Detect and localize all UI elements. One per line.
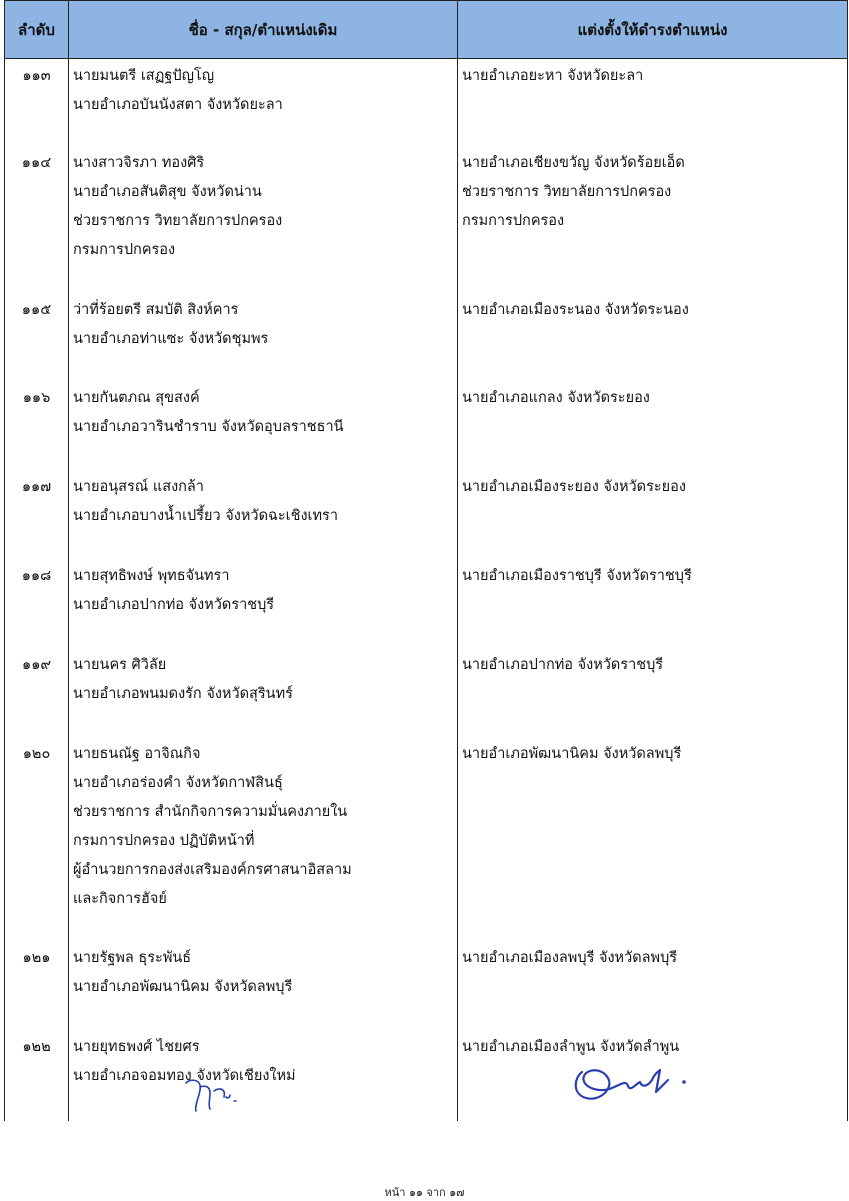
table-row <box>5 470 848 559</box>
name-line: ว่าที่ร้อยตรี สมบัติ สิงห์คาร <box>73 301 239 318</box>
name-line: ช่วยราชการ วิทยาลัยการปกครอง <box>73 212 283 229</box>
new-position-line: นายอำเภอแกลง จังหวัดระยอง <box>462 389 650 406</box>
initials-signature-right <box>568 1058 698 1110</box>
table-row <box>5 1030 848 1121</box>
new-position-line: นายอำเภอพัฒนานิคม จังหวัดลพบุรี <box>462 745 682 762</box>
row-number: ๑๑๗ <box>5 470 69 559</box>
header-name-old-position: ชื่อ - สกุล/ตำแหน่งเดิม <box>69 1 458 59</box>
row-name-cell <box>69 941 458 1030</box>
table-row <box>5 737 848 941</box>
row-name-cell <box>69 737 458 941</box>
name-line: นายอำเภอสันติสุข จังหวัดน่าน <box>73 183 262 200</box>
name-line: นายอำเภอปากท่อ จังหวัดราชบุรี <box>73 596 275 613</box>
name-line: นายกันตภณ สุขสงค์ <box>73 389 200 406</box>
row-number: ๑๑๘ <box>5 559 69 648</box>
row-number: ๑๒๐ <box>5 737 69 941</box>
row-number: ๑๑๙ <box>5 648 69 737</box>
table-row <box>5 293 848 381</box>
new-position-line: นายอำเภอเมืองลพบุรี จังหวัดลพบุรี <box>462 949 678 966</box>
table-row <box>5 559 848 648</box>
name-line: กรมการปกครอง <box>73 241 176 258</box>
new-position-line: นายอำเภอเมืองลำพูน จังหวัดลำพูน <box>462 1038 680 1055</box>
name-line: นายธนณัฐ อาจิณกิจ <box>73 745 201 762</box>
name-line: นายอำเภอจอมทอง จังหวัดเชียงใหม่ <box>73 1067 296 1084</box>
name-line: นายสุทธิพงษ์ พุทธจันทรา <box>73 567 230 584</box>
name-line: นายอนุสรณ์ แสงกล้า <box>73 478 204 495</box>
table-row <box>5 146 848 293</box>
name-line: ช่วยราชการ สำนักกิจการความมั่นคงภายใน <box>73 803 348 820</box>
header-order: ลำดับ <box>5 1 69 59</box>
table-row <box>5 648 848 737</box>
row-name-cell <box>69 381 458 470</box>
new-position-line: นายอำเภอเชียงขวัญ จังหวัดร้อยเอ็ด <box>462 154 685 171</box>
name-line: นายอำเภอพนมดงรัก จังหวัดสุรินทร์ <box>73 685 293 702</box>
row-new-position-cell <box>458 559 848 648</box>
row-name-cell <box>69 1030 458 1121</box>
name-line: นายยุทธพงศ์ ไชยศร <box>73 1038 200 1055</box>
table-row <box>5 381 848 470</box>
row-new-position-cell <box>458 381 848 470</box>
appointment-table <box>4 0 848 1121</box>
name-line: นายรัฐพล ธุระพันธ์ <box>73 949 192 966</box>
initials-signature-left <box>180 1075 250 1115</box>
name-line: นายมนตรี เสฏฐปัญโญ <box>73 68 215 84</box>
name-line: นางสาวจิรภา ทองศิริ <box>73 154 205 171</box>
row-number: ๑๑๔ <box>5 146 69 293</box>
row-new-position-cell <box>458 941 848 1030</box>
table-header-row <box>5 1 848 59</box>
row-number: ๑๑๖ <box>5 381 69 470</box>
row-number: ๑๒๒ <box>5 1030 69 1121</box>
row-number: ๑๑๓ <box>5 59 69 146</box>
new-position-line: นายอำเภอเมืองระยอง จังหวัดระยอง <box>462 478 686 495</box>
row-name-cell <box>69 59 458 146</box>
row-new-position-cell <box>458 59 848 146</box>
row-new-position-cell <box>458 293 848 381</box>
new-position-line: นายอำเภอเมืองระนอง จังหวัดระนอง <box>462 301 689 318</box>
name-line: นายอำเภอวารินชำราบ จังหวัดอุบลราชธานี <box>73 418 344 435</box>
row-new-position-cell <box>458 470 848 559</box>
name-line: นายอำเภอบางน้ำเปรี้ยว จังหวัดฉะเชิงเทรา <box>73 507 338 524</box>
name-line: นายนคร ศิวิลัย <box>73 656 167 673</box>
name-line: นายอำเภอท่าแซะ จังหวัดชุมพร <box>73 330 269 347</box>
new-position-line: กรมการปกครอง <box>462 212 565 229</box>
header-new-position: แต่งตั้งให้ดำรงตำแหน่ง <box>458 1 848 59</box>
table-row <box>5 941 848 1030</box>
name-line: นายอำเภอร่องคำ จังหวัดกาฬสินธุ์ <box>73 774 283 791</box>
name-line: และกิจการฮัจย์ <box>73 890 167 907</box>
row-name-cell <box>69 470 458 559</box>
page-number: หน้า ๑๑ จาก ๑๗ <box>384 1186 465 1199</box>
row-name-cell <box>69 293 458 381</box>
row-name-cell <box>69 146 458 293</box>
new-position-line: นายอำเภอยะหา จังหวัดยะลา <box>462 68 644 84</box>
name-line: ผู้อำนวยการกองส่งเสริมองค์กรศาสนาอิสลาม <box>73 861 352 878</box>
row-new-position-cell <box>458 146 848 293</box>
row-new-position-cell <box>458 737 848 941</box>
name-line: นายอำเภอบันนังสตา จังหวัดยะลา <box>73 97 283 113</box>
table-row <box>5 59 848 146</box>
new-position-line: นายอำเภอปากท่อ จังหวัดราชบุรี <box>462 656 664 673</box>
new-position-line: ช่วยราชการ วิทยาลัยการปกครอง <box>462 183 672 200</box>
row-number: ๑๒๑ <box>5 941 69 1030</box>
row-name-cell <box>69 559 458 648</box>
appointment-table-container <box>4 0 847 1121</box>
row-name-cell <box>69 648 458 737</box>
row-number: ๑๑๕ <box>5 293 69 381</box>
name-line: กรมการปกครอง ปฏิบัติหน้าที่ <box>73 832 255 849</box>
new-position-line: นายอำเภอเมืองราชบุรี จังหวัดราชบุรี <box>462 567 692 584</box>
name-line: นายอำเภอพัฒนานิคม จังหวัดลพบุรี <box>73 978 293 995</box>
row-new-position-cell <box>458 648 848 737</box>
